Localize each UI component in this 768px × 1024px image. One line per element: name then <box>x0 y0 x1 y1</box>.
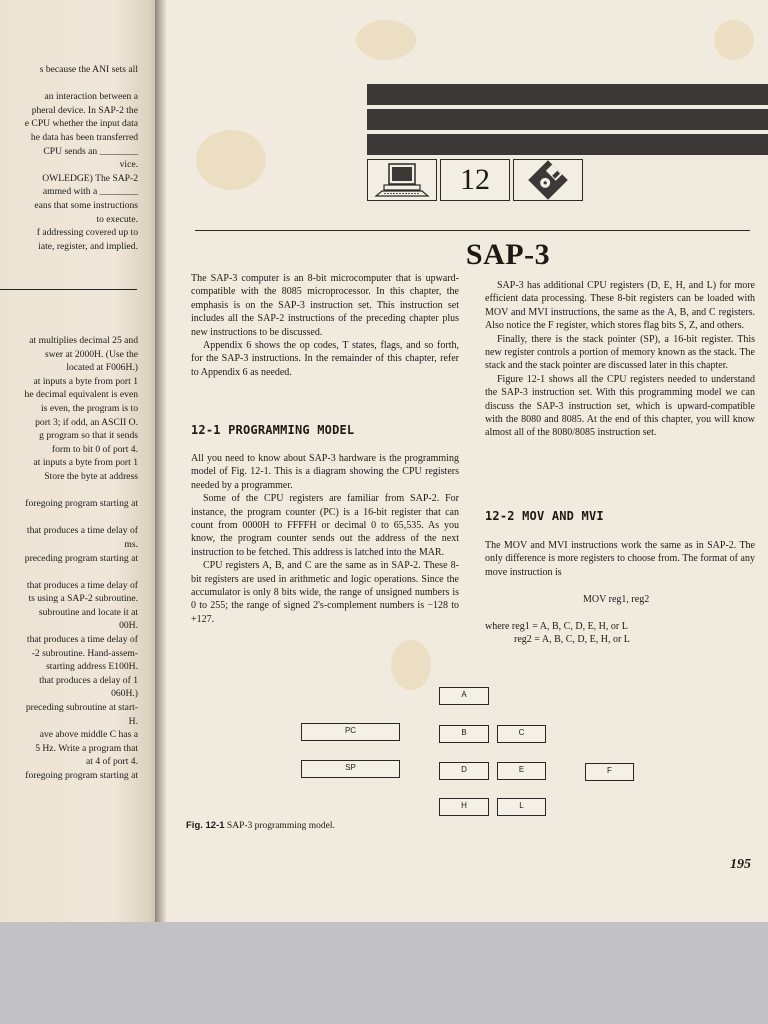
floppy-disk-icon <box>514 160 582 200</box>
register-e: E <box>497 762 546 780</box>
previous-page-line: iate, register, and implied. <box>38 240 138 252</box>
register-h: H <box>439 798 489 816</box>
previous-page-line: swer at 2000H. (Use the <box>45 348 138 360</box>
paragraph: CPU registers A, B, and C are the same as in SAP-2. These 8-bit registers are used in arithmetic and logic operations. Since the accumulator is only 8 bits wide, the range of unsigned numbers is 0 to 255; the range of signed 2's-complement numbers is −128 to +127. <box>191 560 459 625</box>
chapter-title: SAP-3 <box>465 238 551 271</box>
section-1-text <box>191 452 459 626</box>
previous-page-line: Store the byte at address <box>44 470 138 482</box>
background-floor <box>0 920 768 1024</box>
previous-page-line: at inputs a byte from port 1 <box>33 375 138 387</box>
section-heading-programming-model: 12-1 PROGRAMMING MODEL <box>191 423 355 437</box>
computer-icon-box <box>367 159 437 201</box>
floppy-disk-icon-box <box>513 159 583 201</box>
paragraph: Appendix 6 shows the op codes, T states, flags, and so forth, for the SAP-3 instructions. In the remainder of this chapter, refer to Appendix 6 as needed. <box>191 340 459 378</box>
paragraph: SAP-3 has additional CPU registers (D, E, H, and L) for more efficient data processing. These 8-bit registers can be loaded with MOV and MVI instructions, the same as the A, B, and C registers. Also notice the F register, which stores flag bits S, Z, and others. <box>485 280 755 332</box>
section-heading-mov-mvi: 12-2 MOV AND MVI <box>485 509 604 523</box>
previous-page-line: port 3; if odd, an ASCII O. <box>35 416 138 428</box>
previous-page-line: that produces a time delay of <box>26 525 138 537</box>
paper-stain <box>356 20 416 60</box>
previous-page-line: preceding program starting at <box>24 552 138 564</box>
paragraph: Some of the CPU registers are familiar from SAP-2. For instance, the program counter (PC) is a 16-bit register that can count from 0000H to FFFFH or decimal 0 to 65,535. As you know, the program counter sends out the address of the next instruction to be fetched. This address is latched into the MAR. <box>191 493 459 558</box>
previous-page-line: ave above middle C has a <box>39 729 138 741</box>
previous-page-line: 060H.) <box>111 688 138 700</box>
previous-page-line: foregoing program starting at <box>25 498 138 510</box>
previous-page-line: ts using a SAP-2 subroutine. <box>28 593 138 605</box>
header-bar <box>367 109 768 130</box>
divider-rule <box>0 289 137 290</box>
previous-page-line: foregoing program starting at <box>25 770 138 781</box>
mov-format: MOV reg1, reg2 <box>583 594 650 605</box>
previous-page-line <box>0 511 138 525</box>
paragraph: Figure 12-1 shows all the CPU registers needed to understand the SAP-3 instruction set. With this programming model we can discuss the SAP-3 instruction set, which is upward-compatible with the 8080 and 8085. At the end of this chapter, you will know almost all of the 8080/8085 instruction set. <box>485 373 755 439</box>
previous-page-line: form to bit 0 of port 4. <box>51 443 138 455</box>
previous-page-text-bottom <box>0 334 138 783</box>
register-a: A <box>439 687 489 705</box>
register-d: D <box>439 762 489 780</box>
chapter-page <box>166 0 768 922</box>
chapter-number: 12 <box>440 159 510 201</box>
previous-page-line: 00H. <box>119 620 138 632</box>
register-pc: PC <box>301 723 400 741</box>
previous-page-line <box>0 565 138 579</box>
register-b: B <box>439 725 489 743</box>
paper-stain <box>196 130 266 190</box>
paragraph: Finally, there is the stack pointer (SP), a 16-bit register. This new register controls a portion of memory known as the stack. The stack and the stack pointer are discussed later in this chapter. <box>485 333 755 372</box>
section-2-text <box>485 539 755 579</box>
previous-page-line <box>0 484 138 498</box>
previous-page-line <box>0 77 138 91</box>
previous-page-line: he decimal equivalent is even <box>24 389 138 401</box>
page-number: 195 <box>730 857 751 872</box>
registers-text <box>485 279 755 440</box>
previous-page-text-top <box>0 63 138 253</box>
previous-page-line: g program so that it sends <box>39 430 138 442</box>
register-c: C <box>497 725 546 743</box>
previous-page-line: -2 subroutine. Hand-assem- <box>31 647 138 659</box>
previous-page-line: ms. <box>124 538 138 550</box>
previous-page-line: subroutine and locate it at <box>38 606 138 618</box>
previous-page-line: H. <box>128 715 138 727</box>
previous-page-line: that produces a time delay of <box>26 579 138 591</box>
previous-page-line: f addressing covered up to <box>36 227 138 239</box>
previous-page-line: s because the ANI sets all <box>39 64 138 75</box>
previous-page-line: OWLEDGE) The SAP-2 <box>42 172 138 184</box>
paragraph: The MOV and MVI instructions work the same as in SAP-2. The only difference is more registers to choose from. The format of any move instruction is <box>485 540 755 578</box>
previous-page-line: that produces a delay of 1 <box>39 674 138 686</box>
previous-page-line: CPU sends an ________ <box>43 145 138 157</box>
figure-label: Fig. 12-1 <box>186 820 225 831</box>
title-rule <box>195 230 750 231</box>
register-l: L <box>497 798 546 816</box>
header-bar <box>367 84 768 105</box>
previous-page-line: he data has been transferred <box>30 131 138 143</box>
paragraph: The SAP-3 computer is an 8-bit microcomputer that is upward-compatible with the 8085 microprocessor. In this chapter, the emphasis is on the SAP-3 instruction set. This instruction set includes all the SAP-2 instructions of the preceding chapter plus new instructions to be discussed. <box>191 273 459 338</box>
previous-page-line: eans that some instructions <box>34 199 138 211</box>
previous-page-line: e CPU whether the input data <box>24 118 138 130</box>
previous-page-line: vice. <box>119 159 138 171</box>
previous-page-line: an interaction between a <box>44 91 138 103</box>
previous-page-line: at 4 of port 4. <box>86 756 138 768</box>
paragraph: All you need to know about SAP-3 hardware is the programming model of Fig. 12-1. This is a diagram showing the CPU registers needed by a programmer. <box>191 453 459 491</box>
figure-caption <box>186 820 335 831</box>
previous-page-line: that produces a time delay of <box>26 634 138 646</box>
paper-stain <box>714 20 754 60</box>
previous-page-line: preceding subroutine at start- <box>25 702 138 714</box>
intro-text <box>191 272 459 379</box>
header-bar <box>367 134 768 155</box>
previous-page-line: pheral device. In SAP-2 the <box>31 104 138 116</box>
where-reg1: where reg1 = A, B, C, D, E, H, or L <box>485 621 628 632</box>
previous-page-line: at multiplies decimal 25 and <box>29 335 138 346</box>
previous-page-line: is even, the program is to <box>41 402 138 414</box>
previous-page-line: starting address E100H. <box>46 661 138 673</box>
previous-page-line: ammed with a ________ <box>42 186 138 198</box>
computer-icon <box>368 160 436 200</box>
paper-stain <box>391 640 431 690</box>
figure-caption-text: SAP-3 programming model. <box>226 821 335 831</box>
register-f: F <box>585 763 634 781</box>
previous-page <box>0 0 162 922</box>
where-reg2: reg2 = A, B, C, D, E, H, or L <box>514 634 630 645</box>
register-sp: SP <box>301 760 400 778</box>
previous-page-line: at inputs a byte from port 1 <box>33 457 138 469</box>
previous-page-line: located at F006H.) <box>66 362 138 374</box>
previous-page-line: 5 Hz. Write a program that <box>35 742 138 754</box>
previous-page-line: to execute. <box>96 213 138 225</box>
